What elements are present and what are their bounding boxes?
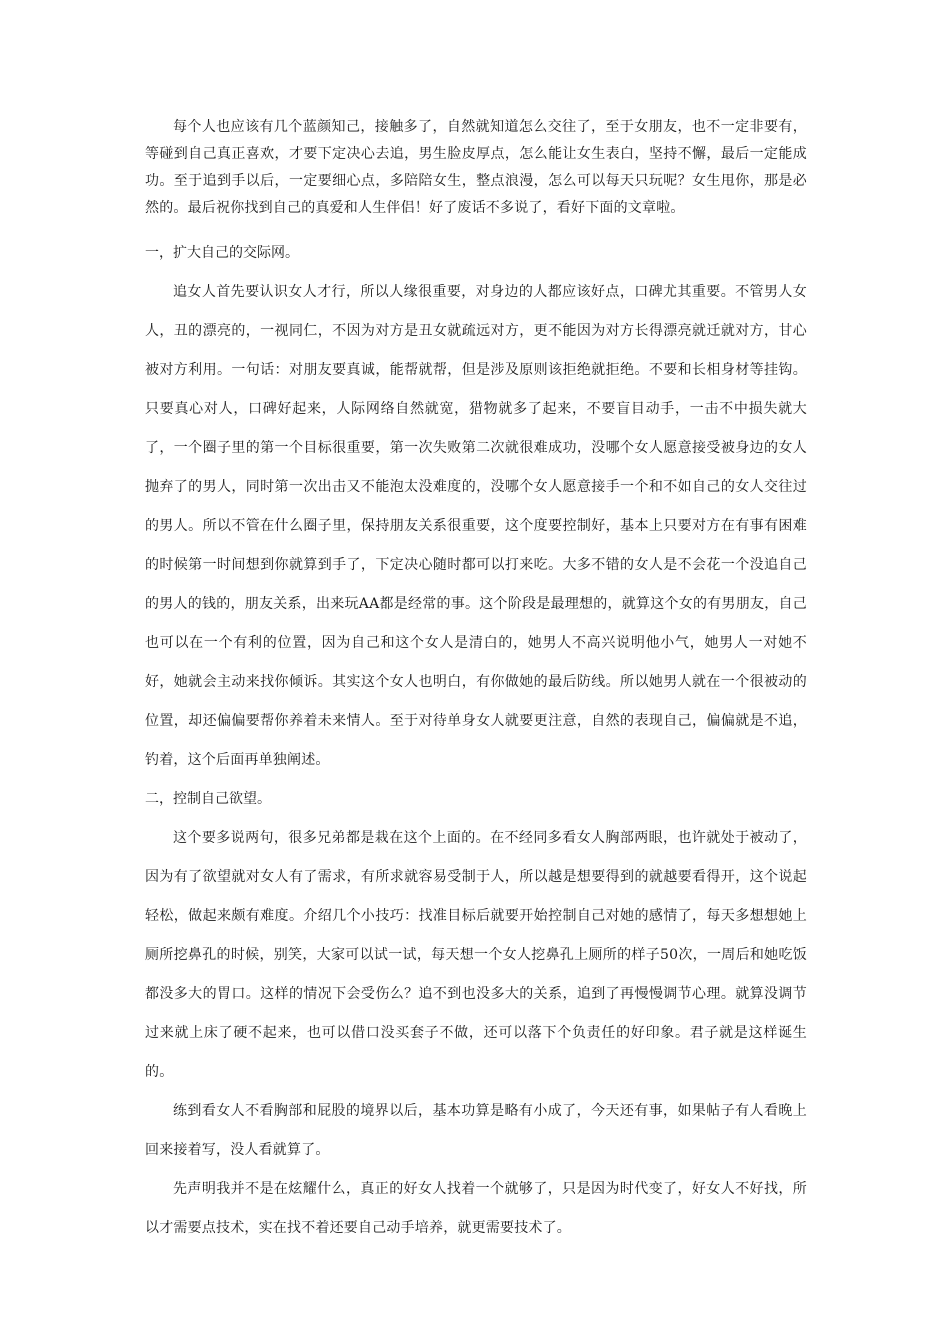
intro-paragraph: 每个人也应该有几个蓝颜知己，接触多了，自然就知道怎么交往了，至于女朋友，也不一定非要有，等碰到自己真正喜欢，才要下定决心去追，男生脸皮厚点，怎么能让女生表白，坚持不懈，最后一定能成功。至于追到手以后，一定要细心点，多陪陪女生，整点浪漫，怎么可以每天只玩呢？女生甩你，那是必然的。最后祝你找到自己的真爱和人生伴侣！好了废话不多说了，看好下面的文章啦。	[145, 119, 807, 216]
section-2-paragraph: 这个要多说两句，很多兄弟都是栽在这个上面的。在不经同多看女人胸部两眼，也许就处于被动了，因为有了欲望就对女人有了需求，有所求就容易受制于人，所以越是想要得到的就越要看得开，这个说起轻松，做起来颇有难度。介绍几个小技巧：找准目标后就要开始控制自己对她的感情了，每天多想想她上厕所挖鼻孔的时候，别笑，大家可以试一试，每天想一个女人挖鼻孔上厕所的样子50次，一周后和她吃饭都没多大的胃口。这样的情况下会受伤么？追不到也没多大的关系，追到了再慢慢调节心理。就算没调节过来就上床了硬不起来，也可以借口没买套子不做，还可以落下个负责任的好印象。君子就是这样诞生的。	[145, 830, 807, 1080]
section-1-paragraph: 追女人首先要认识女人才行，所以人缘很重要，对身边的人都应该好点，口碑尤其重要。不管男人女人，丑的漂亮的，一视同仁，不因为对方是丑女就疏远对方，更不能因为对方长得漂亮就迁就对方，甘心被对方利用。一句话：对朋友要真诚，能帮就帮，但是涉及原则该拒绝就拒绝。不要和长相身材等挂钩。只要真心对人，口碑好起来，人际网络自然就宽，猎物就多了起来，不要盲目动手，一击不中损失就大了，一个圈子里的第一个目标很重要，第一次失败第二次就很难成功，没哪个女人愿意接受被身边的女人抛弃了的男人，同时第一次出击又不能泡太没难度的，没哪个女人愿意接手一个和不如自己的女人交往过的男人。所以不管在什么圈子里，保持朋友关系很重要，这个度要控制好，基本上只要对方在有事有困难的时候第一时间想到你就算到手了，下定决心随时都可以打来吃。大多不错的女人是不会花一个没追自己的男人的钱的，朋友关系，出来玩AA都是经常的事。这个阶段是最理想的，就算这个女的有男朋友，自己也可以在一个有利的位置，因为自己和这个女人是清白的，她男人不高兴说明他小气，她男人一对她不好，她就会主动来找你倾诉。其实这个女人也明白，有你做她的最后防线。所以她男人就在一个很被动的位置，却还偏偏要帮你养着未来情人。至于对待单身女人就要更注意，自然的表现自己，偏偏就是不追，钓着，这个后面再单独阐述。	[145, 284, 807, 768]
document-page	[145, 114, 807, 1248]
section-heading-1: 一，扩大自己的交际网。	[145, 245, 299, 261]
section-heading-2: 二，控制自己欲望。	[145, 791, 271, 807]
paragraph-4: 先声明我并不是在炫耀什么，真正的好女人找着一个就够了，只是因为时代变了，好女人不好找，所以才需要点技术，实在找不着还要自己动手培养，就更需要技术了。	[145, 1181, 807, 1236]
spacer	[145, 222, 807, 234]
paragraph-3: 练到看女人不看胸部和屁股的境界以后，基本功算是略有小成了，今天还有事，如果帖子有人看晚上回来接着写，没人看就算了。	[145, 1103, 807, 1158]
